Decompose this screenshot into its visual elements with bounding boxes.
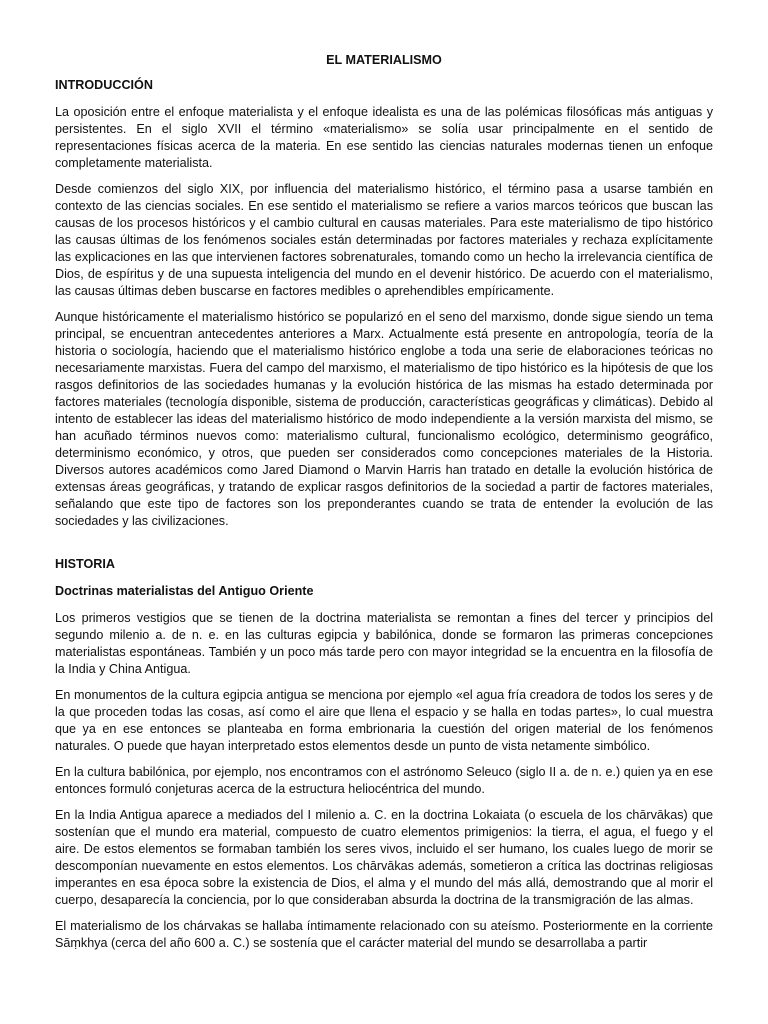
document-page bbox=[55, 52, 713, 961]
history-paragraph-2: En monumentos de la cultura egipcia antigua se menciona por ejemplo «el agua fría creadora de todos los seres y de la que proceden todas las cosas, así como el aire que llena el espacio y se halla en todas partes», lo cual muestra que ya en ese entonces se planteaba en forma embrionaria la cuestión del origen material de los fenómenos naturales. O puede que hayan interpretado estos elementos desde un punto de vista netamente simbólico. bbox=[55, 688, 713, 753]
history-paragraph-1: Los primeros vestigios que se tienen de la doctrina materialista se remontan a fines del tercer y principios del segundo milenio a. de n. e. en las culturas egipcia y babilónica, donde se formaron las primeras concepciones materialistas espontáneas. También y un poco más tarde pero con mayor integridad se la encuentra en la filosofía de la India y China Antigua. bbox=[55, 611, 713, 676]
intro-paragraph-2: Desde comienzos del siglo XIX, por influencia del materialismo histórico, el término pasa a usarse también en contexto de las ciencias sociales. En ese sentido el materialismo se refiere a varios marcos teóricos que buscan las causas de los procesos históricos y el cambio cultural en causas materiales. Para este materialismo de tipo histórico las causas últimas de los fenómenos sociales están determinadas por factores materiales y rechaza explícitamente las explicaciones en las que intervienen factores sobrenaturales, tomando como un hecho la irrelevancia científica de Dios, de espíritus y de una supuesta inteligencia del mundo en el devenir histórico. De acuerdo con el materialismo, las causas últimas deben buscarse en factores medibles o aprehendibles empíricamente. bbox=[55, 182, 713, 298]
history-paragraph-5: El materialismo de los chárvakas se hallaba íntimamente relacionado con su ateísmo. Posteriormente en la corriente Sāṃkhya (cerca del año 600 a. C.) se sostenía que el carácter material del mundo se desarrollaba a partir bbox=[55, 919, 713, 950]
section-heading-introduccion: INTRODUCCIÓN bbox=[55, 78, 153, 92]
intro-paragraph-3: Aunque históricamente el materialismo histórico se popularizó en el seno del marxismo, donde sigue siendo un tema principal, se encuentran antecedentes anteriores a Marx. Actualmente está presente en antropología, teoría de la historia o sociología, haciendo que el materialismo histórico englobe a toda una serie de elaboraciones teóricas no necesariamente marxistas. Fuera del campo del marxismo, el materialismo de tipo histórico es la hipótesis de que los rasgos definitorios de las sociedades humanas y la evolución histórica de las mismas ha estado determinada por factores materiales (tecnología disponible, sistema de producción, características geográficas y climáticas). Debido al intento de establecer las ideas del materialismo histórico de modo independiente a la versión marxista del mismo, se han acuñado términos nuevos como: materialismo cultural, funcionalismo ecológico, determinismo geográfico, determinismo económico, y otros, que pueden ser considerados como concepciones materiales de la Historia. Diversos autores académicos como Jared Diamond o Marvin Harris han tratado en detalle la evolución histórica de extensas áreas geográficas, y tratando de explicar rasgos definitorios de la sociedad a partir de factores materiales, señalando que este tipo de factores son los preponderantes cuando se trata de entender la evolución de las sociedades y las civilizaciones. bbox=[55, 310, 713, 528]
history-paragraph-4: En la India Antigua aparece a mediados del I milenio a. C. en la doctrina Lokaiata (o escuela de los chārvākas) que sostenían que el mundo era material, compuesto de cuatro elementos primigenios: la tierra, el agua, el fuego y el aire. De estos elementos se formaban también los seres vivos, incluido el ser humano, los cuales luego de morir se descomponían nuevamente en estos elementos. Los chārvākas además, sometieron a crítica las doctrinas religiosas imperantes en esa época sobre la existencia de Dios, el alma y el mundo del más allá, demostrando que al morir el cuerpo, desaparecía la conciencia, por lo que consideraban absurda la doctrina de la transmigración de las almas. bbox=[55, 808, 713, 907]
section-heading-historia: HISTORIA bbox=[55, 557, 115, 571]
history-paragraph-3: En la cultura babilónica, por ejemplo, nos encontramos con el astrónomo Seleuco (siglo II a. de n. e.) quien ya en ese entonces formuló conjeturas acerca de la estructura heliocéntrica del mundo. bbox=[55, 765, 713, 796]
intro-paragraph-1: La oposición entre el enfoque materialista y el enfoque idealista es una de las polémicas filosóficas más antiguas y persistentes. En el siglo XVII el término «materialismo» se solía usar principalmente en el sentido de representaciones físicas acerca de la materia. En ese sentido las ciencias naturales modernas tienen un enfoque completamente materialista. bbox=[55, 105, 713, 170]
subsection-heading-antiguo-oriente: Doctrinas materialistas del Antiguo Oriente bbox=[55, 584, 314, 598]
section-spacer bbox=[55, 539, 713, 556]
document-title: EL MATERIALISMO bbox=[326, 53, 442, 67]
